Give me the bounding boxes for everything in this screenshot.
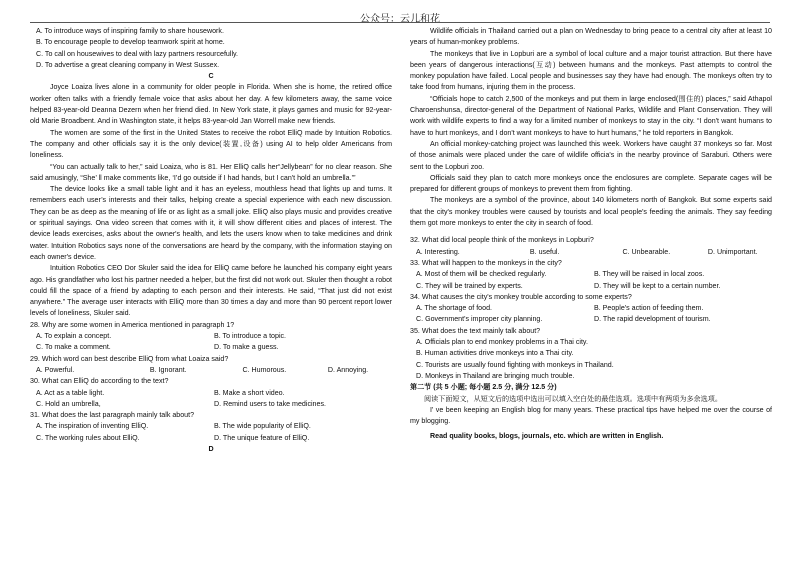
blog-intro: I' ve been keeping an English blog for many years. These practical tips have helped me over the course of my blogging.: [410, 405, 772, 426]
q28-option-d: D. To make a guess.: [214, 343, 279, 352]
q35-option-b: B. Human activities drive monkeys into a Thai city.: [416, 349, 574, 358]
question-30-options-row-2: [30, 399, 392, 410]
passage-d-paragraph-5: Officials said they plan to catch more monkeys once the enclosures are complete. Separate cages will be prepared for different groups of monkeys to prevent them from fighting.: [410, 173, 772, 194]
question-32: 32. What did local people think of the monkeys in Lopburi?: [410, 236, 594, 245]
passage-c-paragraph-2: The women are some of the first in the United States to receive the robot ElliQ made by Intuition Robotics. The company and other officials say it is the only device(装置,设备) using AI to help older Americans from loneliness.: [30, 128, 392, 160]
q29-option-d: D. Annoying.: [327, 365, 369, 374]
question-34: 34. What causes the city's monkey trouble according to some experts?: [410, 292, 632, 301]
prev-option-d: D. To advertise a great cleaning company in West Sussex.: [36, 60, 220, 69]
section-c-heading: C: [208, 72, 214, 81]
right-column: [410, 26, 772, 443]
passage-c-paragraph-3: “You can actually talk to her,” said Loaiza, who is 81. Her ElliQ calls her“Jellybean” for no clear reason. She said amusingly, “She’ ll make comments like, ‘I’d go outside if I had hands, but I can't hold an umbrella.’”: [30, 162, 392, 182]
header-rule: [30, 22, 770, 23]
question-30: 30. What can ElliQ do according to the text?: [30, 377, 169, 386]
left-column: [30, 26, 392, 455]
question-31: 31. What does the last paragraph mainly talk about?: [30, 411, 195, 420]
page-header: 公众号：云儿和花: [360, 14, 440, 25]
question-32-options: [410, 247, 772, 258]
question-29: 29. Which word can best describe ElliQ from what Loaiza said?: [30, 354, 229, 363]
passage-d-paragraph-1: Wildlife officials in Thailand carried out a plan on Wednesday to bring peace to a central city after at least 10 years of human-monkey problems.: [410, 27, 772, 47]
section-d-heading: D: [208, 444, 214, 453]
blog-heading: Read quality books, blogs, journals, etc. which are written in English.: [430, 432, 664, 441]
q34-option-d: D. The rapid development of tourism.: [594, 315, 711, 324]
q30-option-c: C. Hold an umbrella,: [36, 399, 101, 408]
q33-option-c: C. They will be trained by experts.: [416, 281, 523, 290]
q28-option-c: C. To make a comment.: [36, 343, 111, 352]
question-28-options-row-1: [30, 331, 392, 342]
q28-option-b: B. To introduce a topic.: [214, 332, 287, 341]
prev-option-a: A. To introduce ways of inspiring family to share housework.: [36, 27, 224, 35]
part-2-title: 第二节 (共 5 小题; 每小题 2.5 分, 满分 12.5 分): [410, 383, 557, 392]
q32-option-b: B. useful.: [529, 247, 560, 256]
q32-option-d: D. Unimportant.: [707, 247, 758, 256]
q30-option-b: B. Make a short video.: [214, 388, 285, 397]
passage-d-paragraph-3: “Officials hope to catch 2,500 of the monkeys and put them in large enclosed(围住的) places,” said Athapol Charoenshunsa, director-general of the Department of National Parks, Wildlife and Plant Conservation. They will work with wildlife experts to find a way for a limited number of monkeys to stay in the city. “I don't want humans to have to hurt monkeys, and I don't want monkeys to have to hurt humans,” he told reporters in Bangkok.: [410, 94, 772, 137]
passage-d-paragraph-6: The monkeys are a symbol of the province, about 140 kilometers north of Bangkok. But some experts said that the city's monkey troubles were caused by tourists and local people's feeding the animals. They say feeding them got more monkeys to enter the city in search of food.: [410, 196, 772, 228]
q31-option-b: B. The wide popularity of ElliQ.: [214, 422, 311, 431]
q30-option-d: D. Remind users to take medicines.: [214, 399, 326, 408]
q31-option-c: C. The working rules about ElliQ.: [36, 433, 140, 442]
q34-option-c: C. Government's improper city planning.: [416, 315, 543, 324]
q34-option-a: A. The shortage of food.: [416, 304, 492, 313]
q30-option-a: A. Act as a table light.: [36, 388, 105, 397]
part-2-instructions: 阅读下面短文，从短文后的选项中选出可以填入空白处的最佳选项。选项中有两项为多余选项。: [424, 394, 722, 403]
q32-option-c: C. Unbearable.: [622, 247, 671, 256]
q35-option-a: A. Officials plan to end monkey problems in a Thai city.: [416, 338, 588, 347]
passage-c-paragraph-1: Joyce Loaiza lives alone in a community for older people in Florida. When she is home, the retired office worker often talks with a friendly female voice that asks about her day. A few kilometers away, the same voice helped 83-year-old Deanna Dezern when her friend died. In New York state, it plays games and music for 92-year-old Marie Broadbent. And in Washington state, it helps 83-year-old Jan Worrell make new friends.: [30, 83, 392, 126]
question-31-options-row-2: [30, 433, 392, 444]
q32-option-a: A. Interesting.: [416, 247, 460, 256]
q29-option-a: A. Powerful.: [36, 365, 75, 374]
question-31-options-row-1: [30, 421, 392, 432]
passage-c-paragraph-5: Intuition Robotics CEO Dor Skuler said the idea for ElliQ came before he launched his company eight years ago. His grandfather who lost his partner needed a helper, but the first did not work out. Skuler then thought a robot could fill the space of a friend by adapting to each person and their interests. He said, “That just did not exist anywhere.” The average user interacts with ElliQ more than 30 times a day and more than 90 percent report lower levels of loneliness, Skuler said.: [30, 264, 392, 318]
q34-option-b: B. People's action of feeding them.: [594, 304, 704, 313]
passage-d-paragraph-2: The monkeys that live in Lopburi are a symbol of local culture and a major tourist attraction. But there have been years of dangerous interactions(互动) between humans and the monkeys. Past attempts to control the monkey population have failed. Local people and businesses say they have had enough. The monkeys often try to take food from humans, injuring them in the process.: [410, 49, 772, 92]
q33-option-b: B. They will be raised in local zoos.: [594, 270, 705, 279]
q29-option-c: C. Humorous.: [242, 365, 287, 374]
question-29-options: [30, 365, 392, 376]
q29-option-b: B. Ignorant.: [149, 365, 187, 374]
q28-option-a: A. To explain a concept.: [36, 332, 112, 341]
question-34-options-row-2: [410, 314, 772, 325]
passage-d-paragraph-4: An official monkey-catching project was launched this week. Workers have caught 37 monkeys so far. Most of those animals were placed under the care of wildlife officia's in the nearby province of Saraburi. Others were sent to the Lopburi zoo.: [410, 139, 772, 171]
q33-option-a: A. Most of them will be checked regularly.: [416, 270, 547, 279]
q33-option-d: D. They will be kept to a certain number.: [594, 281, 721, 290]
question-33: 33. What will happen to the monkeys in the city?: [410, 258, 562, 267]
question-28: 28. Why are some women in America mentioned in paragraph 1?: [30, 320, 235, 329]
question-35: 35. What does the text mainly talk about?: [410, 326, 541, 335]
passage-c-paragraph-4: The device looks like a small table light and it has an eyeless, mouthless head that lights up and turns. It remembers each user’s interests and their talks, helping create a special experience with each new discussion. They can be as deep as the meaning of life or as light as a small joke. ElliQ also plays music and provides creative or spiritual sayings. Ona video screen that comes with it, it will show different cities and places of interest. The device leads exercises, asks about the owner's health, and lets the users know when to take medicines and drink water. Intuition Robotics says none of the conversations are heard by the company, with the information staying on each owner's device.: [30, 185, 392, 261]
question-33-options-row-1: [410, 269, 772, 280]
q35-option-c: C. Tourists are usually found fighting with monkeys in Thailand.: [416, 360, 614, 369]
q31-option-d: D. The unique feature of ElliQ.: [214, 433, 310, 442]
question-33-options-row-2: [410, 281, 772, 292]
question-34-options-row-1: [410, 303, 772, 314]
question-30-options-row-1: [30, 388, 392, 399]
prev-option-b: B. To encourage people to develop teamwork spirit at home.: [36, 38, 225, 47]
q31-option-a: A. The inspiration of inventing ElliQ.: [36, 422, 149, 431]
q35-option-d: D. Monkeys in Thailand are bringing much trouble.: [416, 371, 575, 380]
prev-option-c: C. To call on housewives to deal with lazy partners resourcefully.: [36, 49, 239, 58]
question-28-options-row-2: [30, 342, 392, 353]
